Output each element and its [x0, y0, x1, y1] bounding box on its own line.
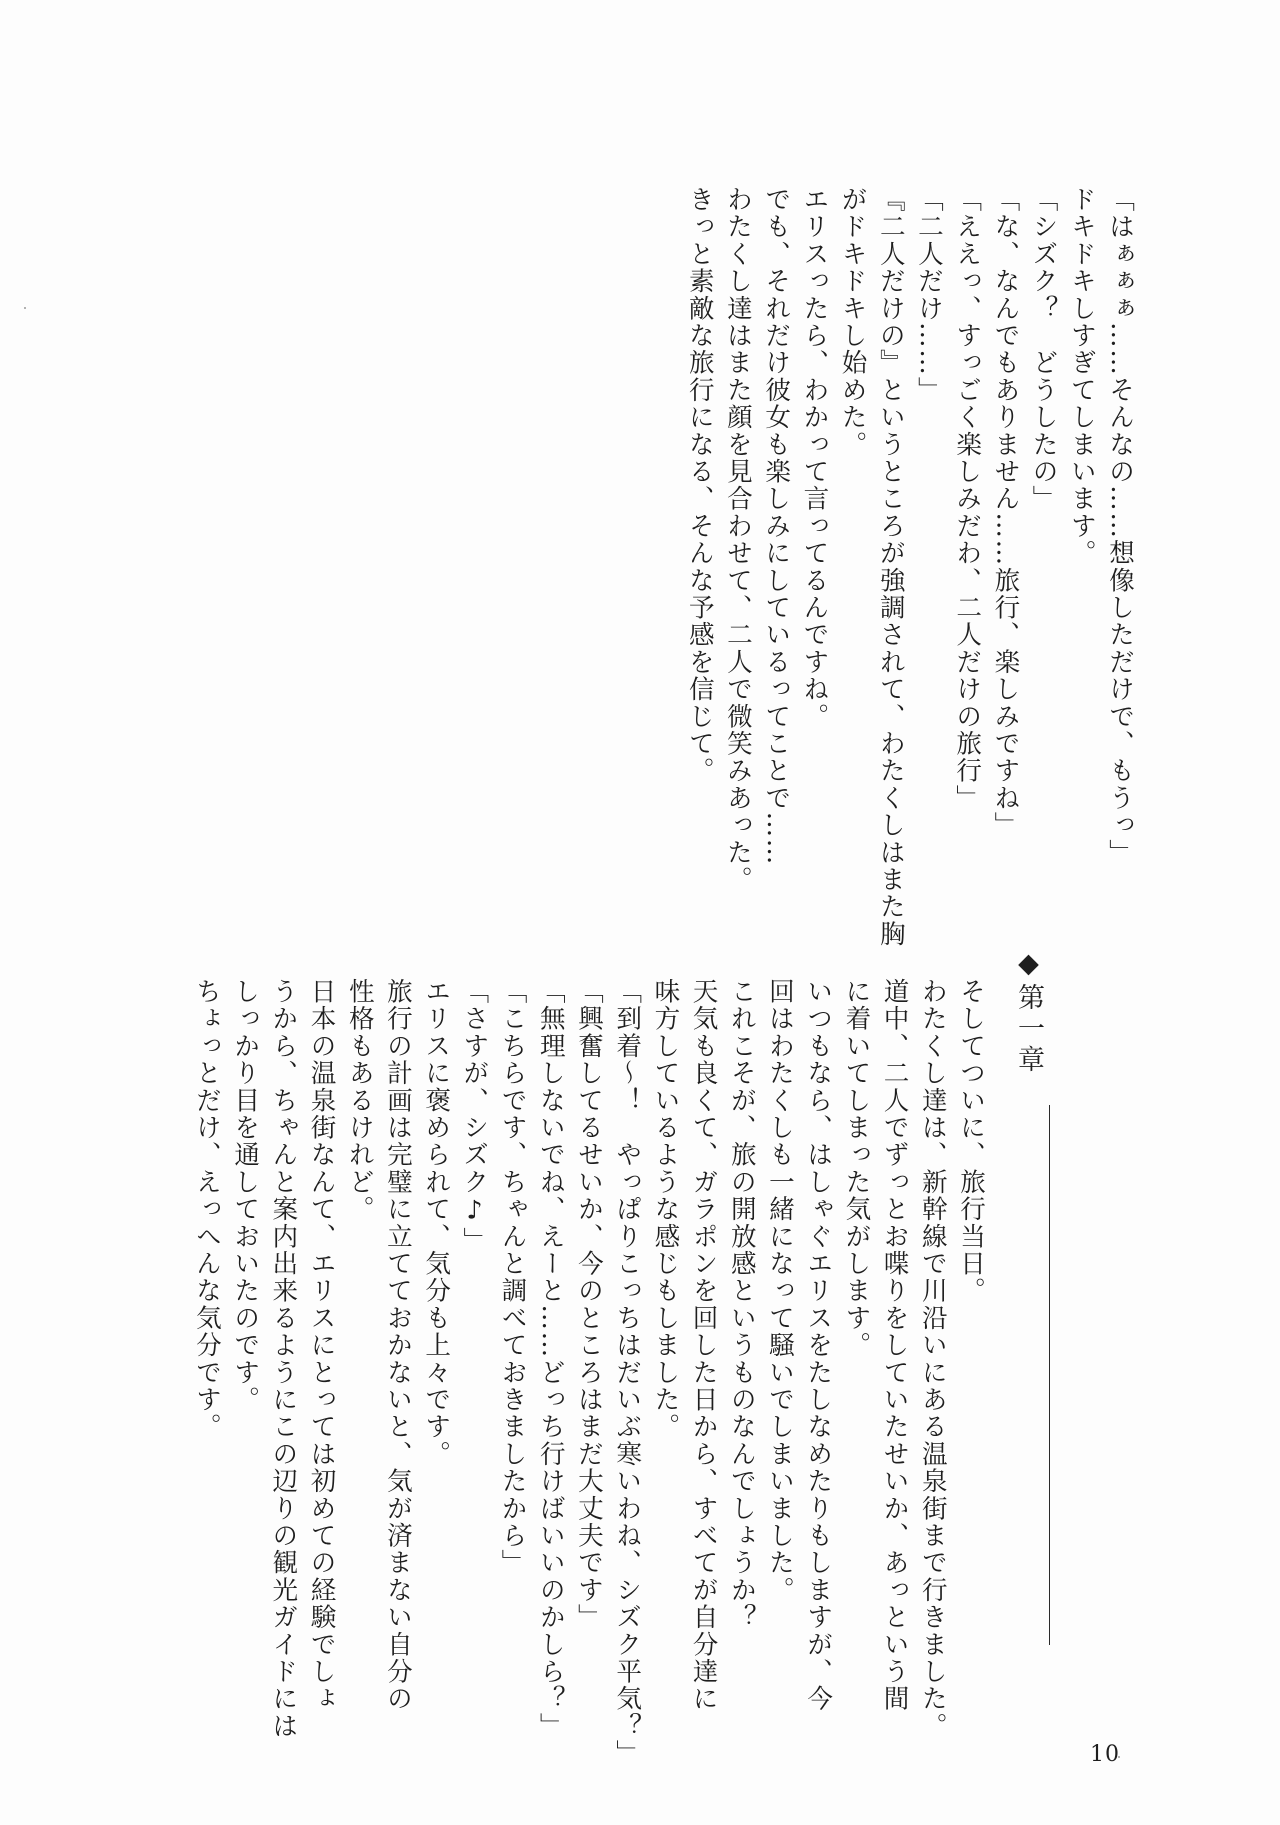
text-line: 「到着～！ やっぱりこっちはだいぶ寒いわね、シズク平気？」 [612, 978, 643, 1767]
text-line: エリスったら、わかって言ってるんですね。 [799, 186, 830, 730]
text-line: 「さすが、シズク♪」 [459, 978, 490, 1255]
text-line: 「こちらです、ちゃんと調べておきましたから」 [497, 978, 528, 1577]
text-line: 味方しているような感じもしました。 [650, 978, 681, 1441]
scan-speck [24, 307, 26, 309]
text-line: いつもなら、はしゃぐエリスをたしなめたりもしますが、今 [803, 978, 834, 1713]
text-line: 性格もあるけれど。 [344, 978, 375, 1223]
text-line: ちょっとだけ、えっへんな気分です。 [191, 978, 222, 1441]
text-line: 回はわたくしも一緒になって騒いでしまいました。 [764, 978, 795, 1604]
lower-passage [188, 978, 990, 1767]
text-line: きっと素敵な旅行になる、そんな予感を信じて。 [684, 186, 715, 785]
text-line: でも、それだけ彼女も楽しみにしているってことで…… [761, 186, 792, 866]
text-line: 日本の温泉街なんて、エリスにとっては初めての経験でしょ [306, 978, 337, 1713]
text-line: に着いてしまった気がします。 [841, 978, 872, 1359]
text-line: ドキドキしすぎてしまいます。 [1066, 186, 1097, 567]
text-line: 天気も良くて、ガラポンを回した日から、すべてが自分達に [688, 978, 719, 1713]
text-line: 「シズク？ どうしたの」 [1028, 186, 1059, 513]
text-line: 道中、二人でずっとお喋りをしていたせいか、あっという間 [879, 978, 910, 1713]
text-line: 「ええっ、すっごく楽しみだわ、二人だけの旅行」 [952, 186, 983, 812]
page-number: 10 [1090, 1742, 1120, 1767]
text-line: エリスに褒められて、気分も上々です。 [421, 978, 452, 1468]
chapter-heading: ◆第一章 [1013, 948, 1044, 1076]
text-line: 「な、なんでもありません……旅行、楽しみですね」 [990, 186, 1021, 839]
text-line: がドキドキし始めた。 [837, 186, 868, 458]
upper-passage [681, 186, 1139, 948]
text-line: これこそが、旅の開放感というものなんでしょうか？ [726, 978, 757, 1631]
text-line: わたくし達はまた顔を見合わせて、二人で微笑みあった。 [722, 186, 753, 894]
text-line: 「興奮してるせいか、今のところはまだ大丈夫です」 [573, 978, 604, 1631]
text-line: 「二人だけ……」 [913, 186, 944, 404]
text-line: 「無理しないでね、えーと……どっち行けばいいのかしら？」 [535, 978, 566, 1740]
text-line: わたくし達は、新幹線で川沿いにある温泉街まで行きました。 [917, 978, 948, 1740]
text-line: そしてついに、旅行当日。 [956, 978, 986, 1305]
text-line: うから、ちゃんと案内出来るようにこの辺りの観光ガイドには [268, 978, 299, 1740]
chapter-rule [1049, 1105, 1050, 1645]
text-line: 『二人だけの』というところが強調されて、わたくしはまた胸 [875, 186, 906, 948]
text-line: 旅行の計画は完璧に立てておかないと、気が済まない自分の [382, 978, 413, 1713]
text-line: 「はぁぁぁ……そんなの……想像しただけで、もうっ」 [1105, 186, 1135, 866]
text-line: しっかり目を通しておいたのです。 [230, 978, 261, 1414]
